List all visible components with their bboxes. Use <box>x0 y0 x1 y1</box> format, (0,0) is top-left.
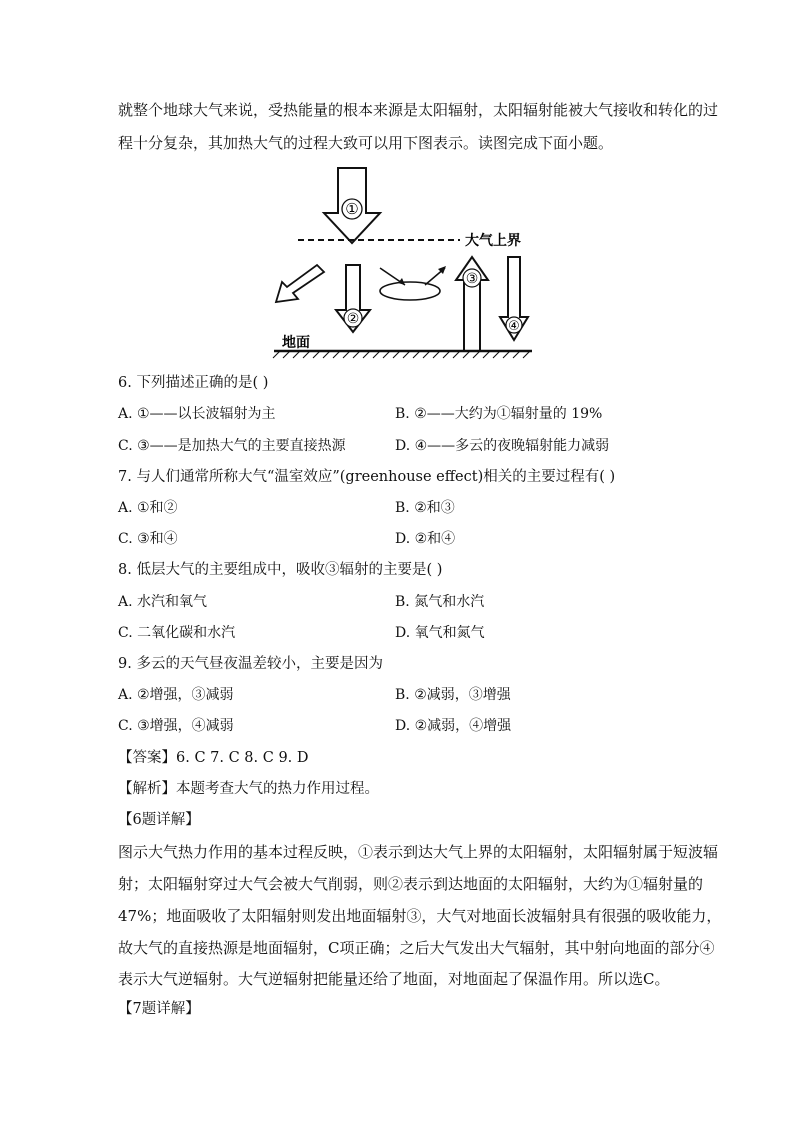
question-8-option-b: B. 氮气和水汽 <box>395 594 485 610</box>
question-6-stem: 6. 下列描述正确的是( ) <box>118 375 269 391</box>
question-9-option-d: D. ②减弱，④增强 <box>395 718 512 734</box>
question-6-option-b: B. ②——大约为①辐射量的 19% <box>395 406 603 422</box>
detail-6-line-2: 射；太阳辐射穿过大气会被大气削弱，则②表示到达地面的太阳辐射，大约为①辐射量的 <box>118 875 704 893</box>
arrow-3-label: ③ <box>465 271 479 287</box>
question-9-option-b: B. ②减弱，③增强 <box>395 687 511 703</box>
intro-line-1: 就整个地球大气来说，受热能量的根本来源是太阳辐射，太阳辐射能被大气接收和转化的过 <box>118 101 719 119</box>
question-6-option-c: C. ③——是加热大气的主要直接热源 <box>118 438 346 454</box>
arrow-2-label: ② <box>346 311 360 327</box>
answer-key: 【答案】6. C 7. C 8. C 9. D <box>118 750 309 766</box>
detail-6-line-3: 47%；地面吸收了太阳辐射则发出地面辐射③，大气对地面长波辐射具有很强的吸收能力， <box>118 907 722 925</box>
atmosphere-heating-diagram <box>260 165 550 360</box>
cloud-icon <box>380 282 440 300</box>
question-6-option-a: A. ①——以长波辐射为主 <box>118 406 276 422</box>
atmosphere-top-label: 大气上界 <box>465 233 521 249</box>
detail-7-heading: 【7题详解】 <box>118 1001 200 1017</box>
detail-6-line-1: 图示大气热力作用的基本过程反映，①表示到达大气上界的太阳辐射，太阳辐射属于短波辐 <box>118 843 719 861</box>
detail-6-line-5: 表示大气逆辐射。大气逆辐射把能量还给了地面，对地面起了保温作用。所以选C。 <box>118 970 670 988</box>
question-6-option-d: D. ④——多云的夜晚辐射能力减弱 <box>395 438 610 454</box>
reflected-radiation-arrow <box>276 265 324 302</box>
question-7-stem: 7. 与人们通常所称大气“温室效应”(greenhouse effect)相关的主要过程有( ) <box>118 469 616 485</box>
question-8-option-c: C. 二氧化碳和水汽 <box>118 625 236 641</box>
question-8-option-d: D. 氧气和氮气 <box>395 625 485 641</box>
question-7-option-c: C. ③和④ <box>118 531 178 547</box>
question-7-option-a: A. ①和② <box>118 500 178 516</box>
intro-line-2: 程十分复杂，其加热大气的过程大致可以用下图表示。读图完成下面小题。 <box>118 134 614 152</box>
question-9-option-c: C. ③增强，④减弱 <box>118 718 234 734</box>
question-7-option-d: D. ②和④ <box>395 531 456 547</box>
detail-6-line-4: 故大气的直接热源是地面辐射，C项正确；之后大气发出大气辐射，其中射向地面的部分④ <box>118 939 715 957</box>
question-8-stem: 8. 低层大气的主要组成中，吸收③辐射的主要是( ) <box>118 562 443 578</box>
question-9-stem: 9. 多云的天气昼夜温差较小，主要是因为 <box>118 656 383 672</box>
question-7-option-b: B. ②和③ <box>395 500 455 516</box>
question-8-option-a: A. 水汽和氧气 <box>118 594 208 610</box>
arrow-4-label: ④ <box>508 319 520 334</box>
analysis-summary: 【解析】本题考查大气的热力作用过程。 <box>118 781 379 797</box>
detail-6-heading: 【6题详解】 <box>118 812 200 828</box>
ground-label: 地面 <box>282 335 310 351</box>
arrow-1-label: ① <box>345 200 359 218</box>
question-9-option-a: A. ②增强，③减弱 <box>118 687 234 703</box>
